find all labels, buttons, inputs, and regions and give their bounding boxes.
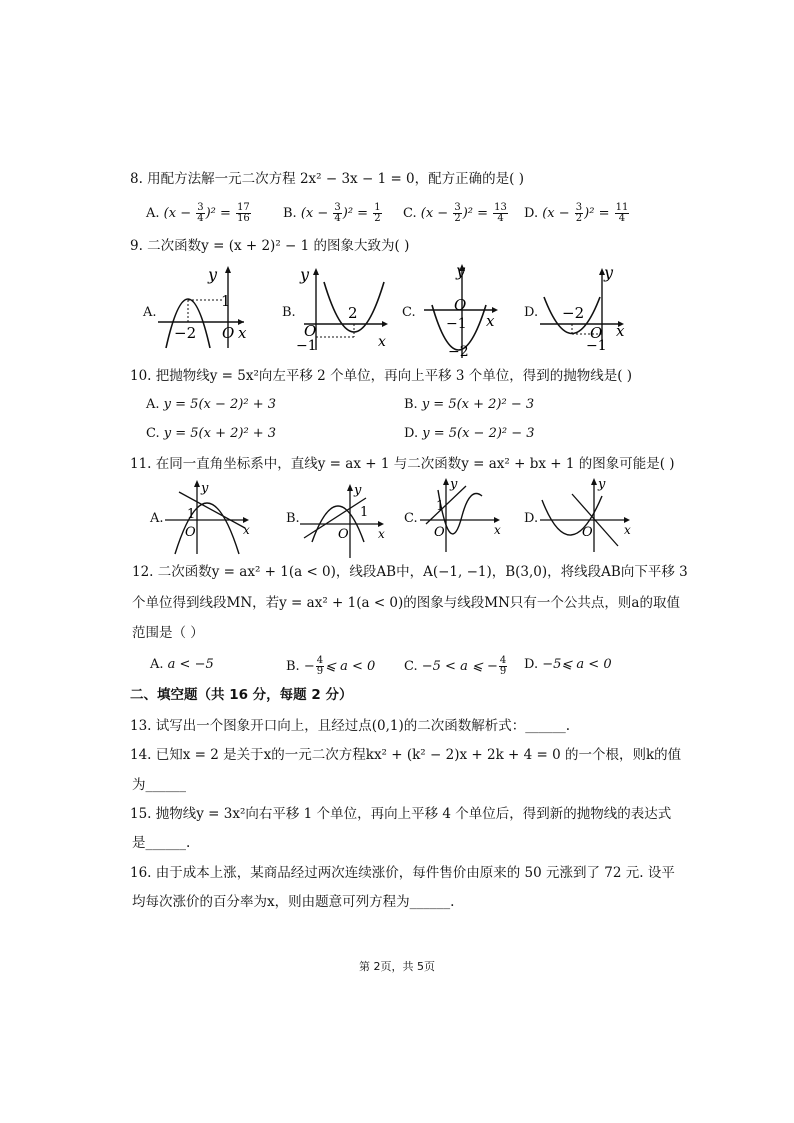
fraction: $\frac{3}{4}$	[334, 202, 341, 224]
tick-label: 1	[221, 292, 231, 310]
q12-option-b: B. − $\frac{4}{9}$ ⩽ a < 0	[286, 655, 376, 677]
page-footer: 第 2页，共 5页	[359, 960, 435, 973]
q10-option-b: B. y = 5(x + 2)² − 3	[404, 397, 535, 412]
x-label: x	[624, 523, 631, 537]
q10-option-c: C. y = 5(x + 2)² + 3	[146, 426, 277, 441]
y-label: y	[201, 481, 209, 496]
tick-label: −1	[446, 316, 467, 332]
x-label: x	[378, 334, 386, 350]
section-heading: 二、填空题（共 16 分，每题 2 分）	[130, 687, 353, 703]
q14-line2: 为______	[132, 777, 186, 793]
tick-label: 1	[187, 507, 196, 522]
q9-graph-b	[296, 262, 396, 352]
tick-label: 1	[360, 505, 369, 520]
q11-graph-c-letter: C.	[404, 511, 418, 526]
q11-graph-b	[300, 482, 390, 560]
q14-line1: 14. 已知x = 2 是关于x的一元二次方程kx² + (k² − 2)x + 2k + 4 = 0 的一个根，则k的值	[130, 747, 682, 763]
origin-label: O	[185, 525, 196, 540]
q10-option-a: A. y = 5(x − 2)² + 3	[146, 397, 276, 412]
q13: 13. 试写出一个图象开口向上，且经过点(0,1)的二次函数解析式：______.	[130, 718, 571, 734]
q16-line1: 16. 由于成本上涨，某商品经过两次连续涨价，每件售价由原来的 50 元涨到了 72 元. 设平	[130, 865, 675, 881]
q9-graph-d	[540, 262, 640, 352]
x-label: x	[243, 523, 250, 537]
origin-label: O	[582, 525, 593, 540]
q8-option-c: C. (x − $\frac{3}{2}$ )² = $\frac{13}{4}$	[403, 202, 507, 224]
q15-line2: 是______.	[132, 835, 191, 851]
q11-graph-d-letter: D.	[524, 511, 539, 526]
tick-label: −2	[448, 344, 469, 360]
q12-line1: 12. 二次函数y = ax² + 1(a < 0)，线段AB中，A(−1, −1)，B(3,0)，将线段AB向下平移 3	[132, 564, 688, 580]
origin-label: O	[590, 324, 603, 342]
q16-line2: 均每次涨价的百分率为x，则由题意可列方程为______.	[132, 894, 455, 910]
q12-option-a: A. a < −5	[150, 657, 214, 672]
q10-stem: 10. 把抛物线y = 5x²向左平移 2 个单位，再向上平移 3 个单位，得到的抛物线是( )	[130, 368, 633, 384]
origin-label: O	[338, 527, 349, 542]
q11-stem: 11. 在同一直角坐标系中，直线y = ax + 1 与二次函数y = ax² + bx + 1 的图象可能是( )	[130, 456, 675, 472]
q12-line3: 范围是（ ）	[132, 625, 204, 641]
fraction: $\frac{1}{2}$	[374, 202, 381, 224]
q11-graph-a-letter: A.	[150, 511, 164, 526]
q12-option-c: C. −5 < a ⩽ − $\frac{4}{9}$	[404, 655, 507, 677]
tick-label: −1	[296, 338, 317, 354]
q9-stem: 9. 二次函数y = (x + 2)² − 1 的图象大致为( )	[130, 238, 410, 254]
fraction: $\frac{13}{4}$	[494, 202, 507, 224]
q9-graph-c-letter: C.	[402, 305, 416, 320]
origin-label: O	[222, 324, 235, 342]
origin-label: O	[434, 525, 445, 540]
q8-option-a: A. (x − $\frac{3}{4}$ )² = $\frac{17}{16}$	[146, 202, 250, 224]
q9-graph-a-letter: A.	[143, 305, 157, 320]
fraction: $\frac{4}{9}$	[316, 655, 324, 677]
y-label: y	[208, 265, 218, 284]
fraction: $\frac{3}{2}$	[575, 202, 583, 224]
fraction: $\frac{4}{9}$	[499, 655, 507, 677]
fraction: $\frac{17}{16}$	[237, 202, 250, 224]
origin-label: O	[304, 322, 317, 340]
x-label: x	[616, 322, 625, 340]
y-label: y	[456, 261, 466, 280]
tick-label: 2	[348, 304, 358, 322]
q9-graph-b-letter: B.	[282, 305, 296, 320]
fraction: $\frac{3}{2}$	[454, 202, 461, 224]
q8-stem: 8. 用配方法解一元二次方程 2x² − 3x − 1 = 0，配方正确的是( )	[130, 171, 524, 187]
q11-graph-d	[540, 476, 636, 554]
q15-line1: 15. 抛物线y = 3x²向右平移 1 个单位，再向上平移 4 个单位后，得到新的抛物线的表达式	[130, 806, 672, 822]
q10-option-d: D. y = 5(x − 2)² − 3	[404, 426, 535, 441]
x-label: x	[238, 324, 247, 342]
q11-graph-a	[165, 478, 255, 556]
q8-option-b: B. (x − $\frac{3}{4}$ )² = $\frac{1}{2}$	[283, 202, 381, 224]
q11-graph-b-letter: B.	[286, 511, 300, 526]
q12-line2: 个单位得到线段MN，若y = ax² + 1(a < 0)的图象与线段MN只有一个公共点，则a的取值	[132, 595, 680, 611]
q9-graph-d-letter: D.	[524, 305, 539, 320]
q11-graph-c	[420, 476, 510, 554]
y-label: y	[450, 477, 458, 492]
y-label: y	[598, 477, 606, 492]
tick-label: −2	[562, 304, 585, 322]
fraction: $\frac{11}{4}$	[615, 202, 629, 224]
x-label: x	[494, 523, 501, 537]
tick-label: −1	[586, 338, 607, 354]
x-label: x	[486, 312, 495, 330]
q8-option-d: D. (x − $\frac{3}{2}$ )² = $\frac{11}{4}$	[524, 202, 629, 224]
y-label: y	[604, 263, 614, 282]
tick-label: 1	[436, 499, 445, 514]
fraction: $\frac{3}{4}$	[197, 202, 204, 224]
y-label: y	[354, 483, 362, 498]
tick-label: −2	[174, 324, 197, 342]
y-label: y	[300, 265, 310, 284]
q9-graph-a	[158, 260, 258, 350]
origin-label: O	[454, 296, 467, 314]
q12-option-d: D. −5⩽ a < 0	[524, 657, 612, 672]
q9-graph-c	[418, 260, 518, 360]
x-label: x	[378, 527, 385, 541]
